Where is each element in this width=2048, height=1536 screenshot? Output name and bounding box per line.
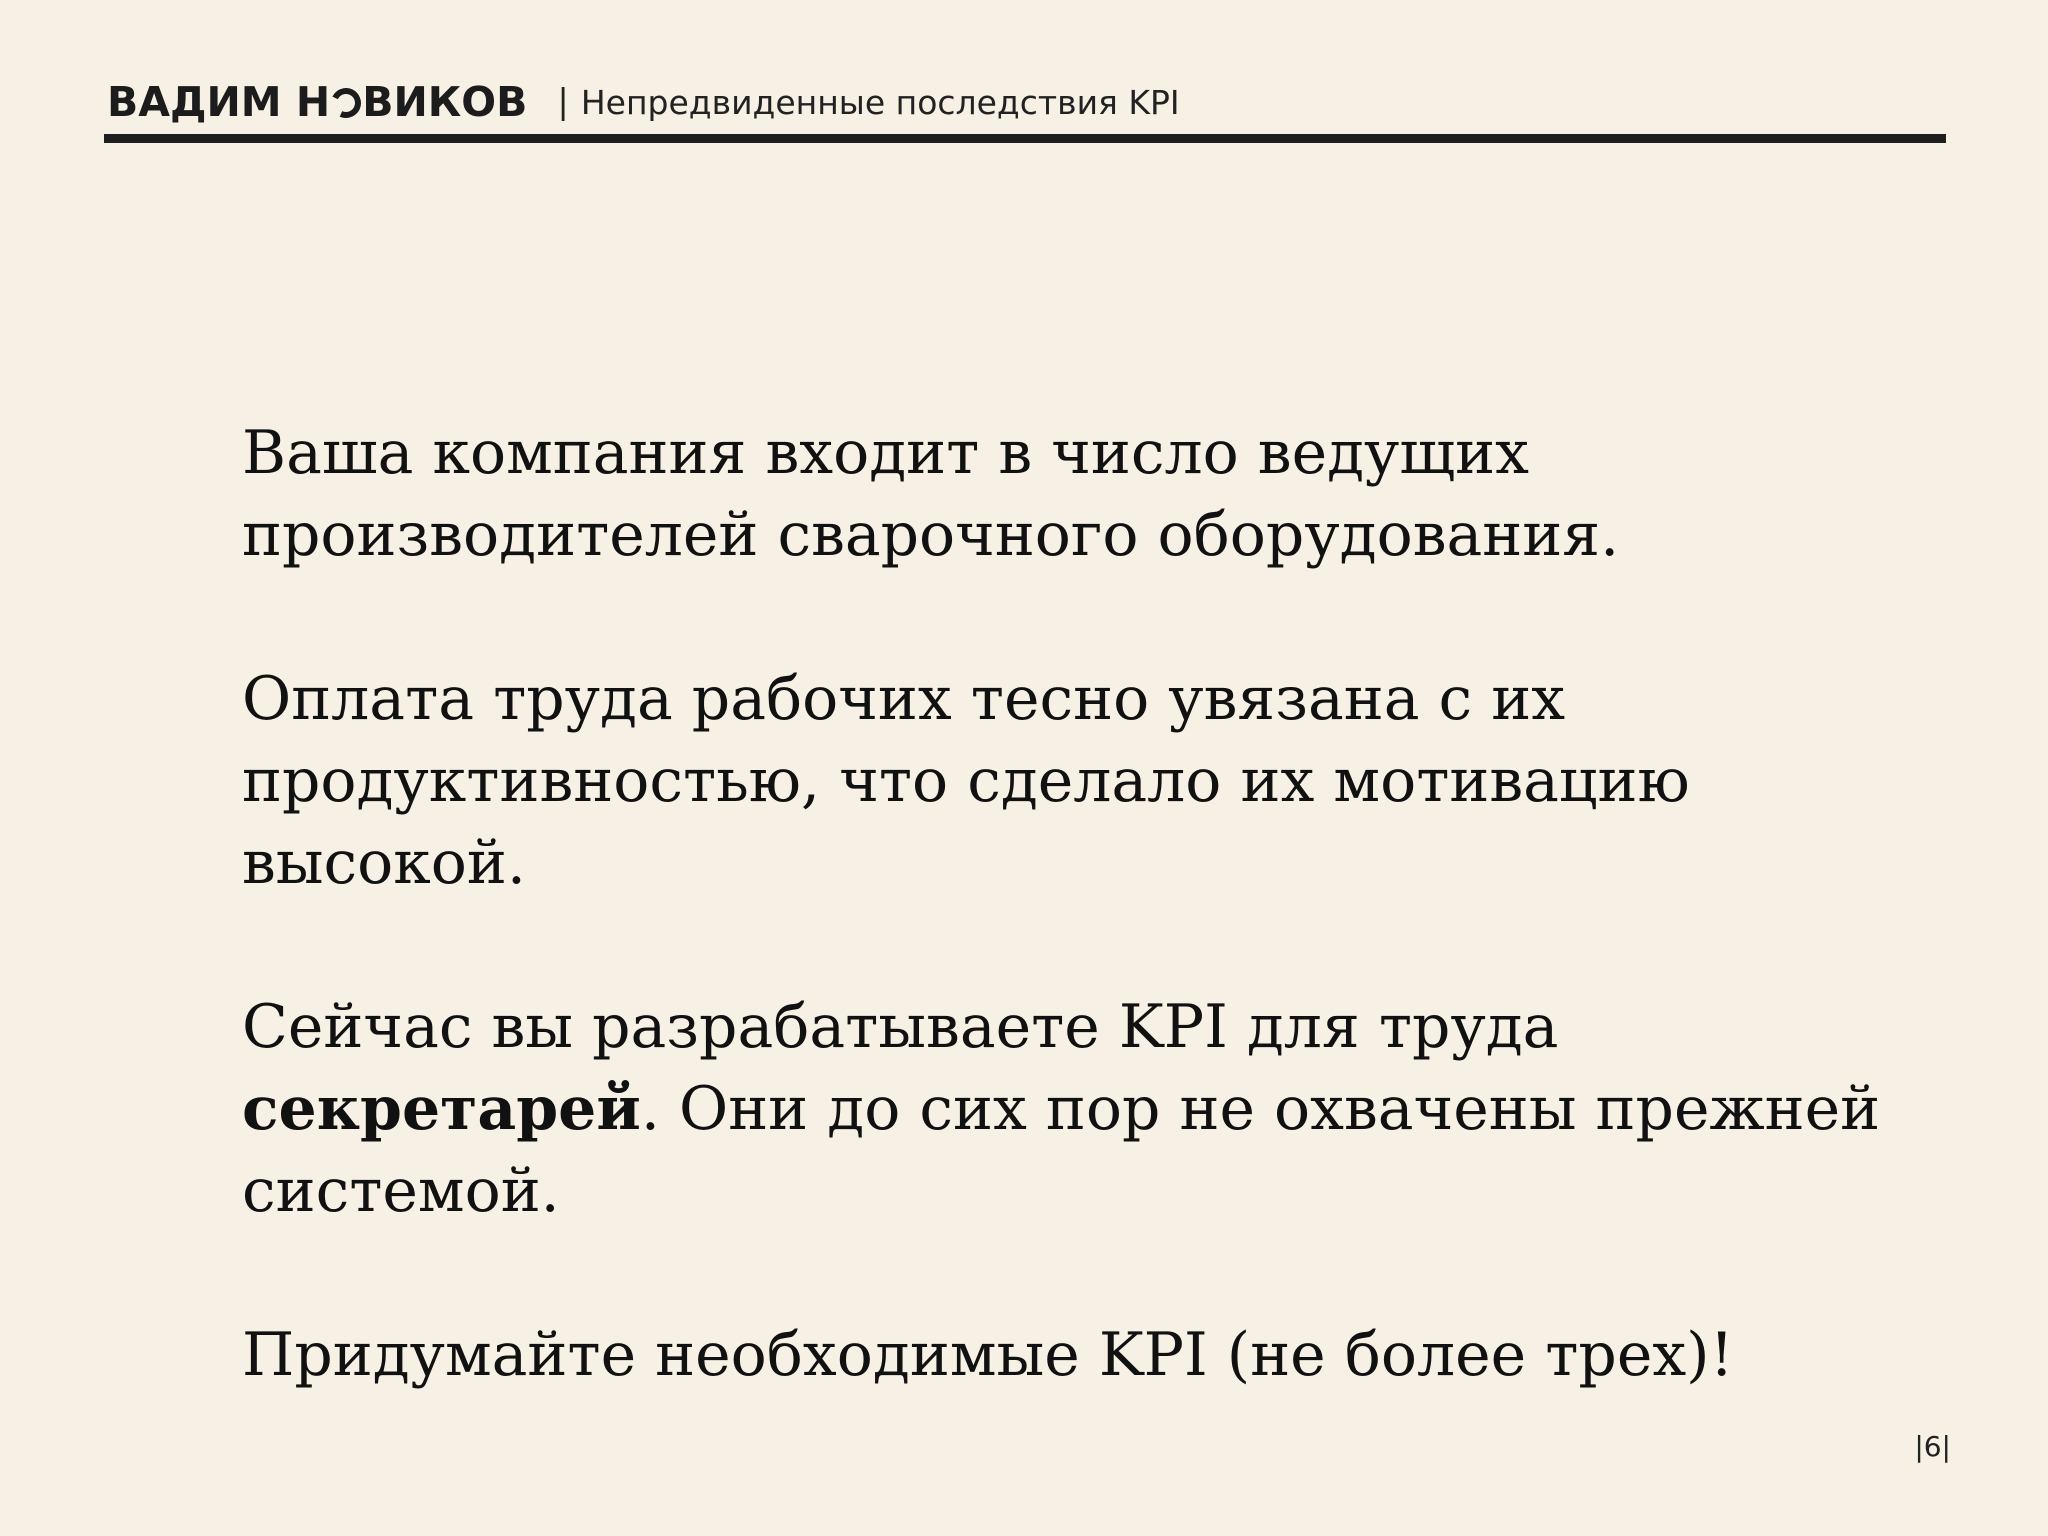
brand-text-end: ВИКОВ: [362, 78, 528, 126]
paragraph-payment: Оплата труда рабочих тесно увязана с их продуктивностью, что сделало их мотивацию высокой.: [242, 664, 1690, 898]
header-divider: [104, 134, 1946, 143]
paragraph-task-lead: Сейчас вы разрабатываете KPI для труда: [242, 992, 1559, 1062]
paragraph-task: [242, 986, 1892, 1232]
brand-logo: [107, 78, 527, 126]
header-subtitle: Непредвиденные последствия KPI: [580, 82, 1180, 122]
slide-header: [107, 72, 1180, 132]
header-separator: |: [557, 82, 569, 122]
page-number: |6|: [1914, 1430, 1951, 1463]
slide-body: [242, 412, 1892, 1396]
paragraph-task-tail: . Они до сих пор не охвачены прежней системой.: [242, 1074, 1881, 1226]
paragraph-company: Ваша компания входит в число ведущих производителей сварочного оборудования.: [242, 418, 1620, 570]
logo-ring-icon: [327, 84, 365, 122]
paragraph-task-emphasis: секретарей: [242, 1074, 641, 1144]
brand-text-start: ВАДИМ Н: [107, 78, 331, 126]
paragraph-call-to-action: Придумайте необходимые KPI (не более трех)!: [242, 1320, 1734, 1390]
